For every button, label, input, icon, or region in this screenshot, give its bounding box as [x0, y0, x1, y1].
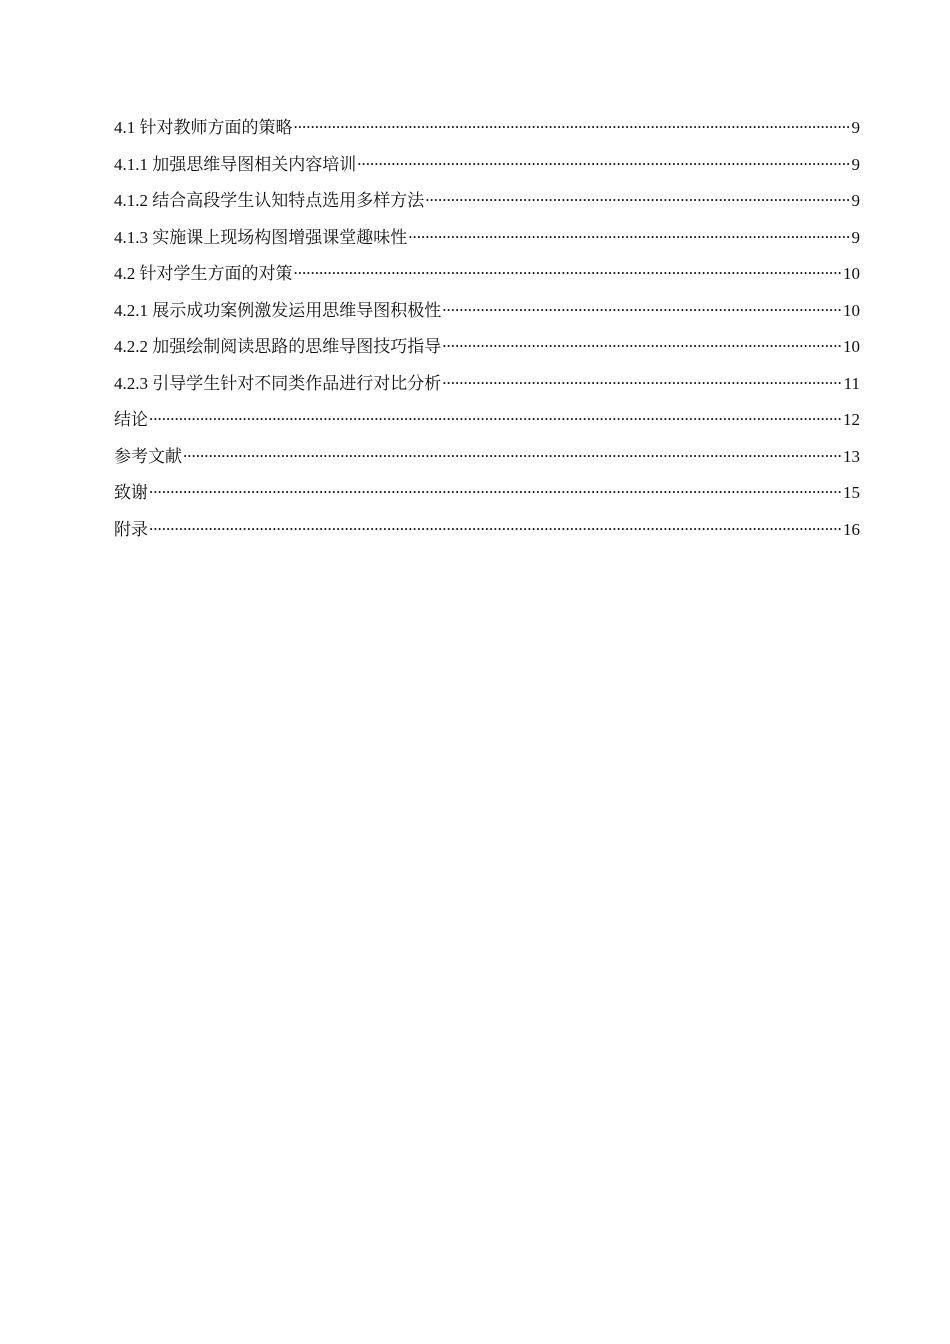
- toc-entry[interactable]: [114, 256, 860, 293]
- toc-dot-leader: [183, 442, 842, 462]
- toc-entry-title: 4.2.1 展示成功案例激发运用思维导图积极性: [114, 300, 442, 320]
- toc-dot-leader: [149, 515, 842, 535]
- toc-dot-leader: [149, 405, 842, 425]
- toc-entry[interactable]: [114, 512, 860, 549]
- toc-dot-leader: [357, 150, 850, 170]
- toc-page-number: 16: [843, 519, 860, 539]
- toc-page-number: 11: [843, 373, 860, 393]
- toc-entry-title: 4.1.1 加强思维导图相关内容培训: [114, 154, 357, 174]
- toc-entry-title: 致谢: [114, 483, 148, 502]
- toc-entry[interactable]: [114, 366, 860, 403]
- toc-page-number: 9: [851, 227, 860, 247]
- toc-dot-leader: [149, 478, 842, 498]
- toc-page-number: 9: [851, 191, 860, 210]
- toc-dot-leader: [442, 296, 842, 316]
- toc-page-number: 9: [851, 118, 860, 137]
- toc-entry-title: 4.2 针对学生方面的对策: [114, 264, 293, 283]
- toc-dot-leader: [442, 332, 842, 352]
- toc-entry[interactable]: [114, 220, 860, 257]
- toc-entry[interactable]: [114, 293, 860, 330]
- toc-page-number: 12: [843, 410, 860, 429]
- toc-entry[interactable]: [114, 402, 860, 439]
- table-of-contents: [114, 110, 860, 548]
- toc-page-number: 10: [843, 264, 860, 283]
- toc-entry-title: 参考文献: [114, 446, 182, 466]
- toc-entry[interactable]: [114, 439, 860, 476]
- toc-entry-title: 4.1.2 结合高段学生认知特点选用多样方法: [114, 191, 425, 210]
- toc-dot-leader: [425, 186, 850, 206]
- toc-entry-title: 4.2.2 加强绘制阅读思路的思维导图技巧指导: [114, 337, 442, 356]
- toc-dot-leader: [294, 113, 851, 133]
- toc-entry-title: 4.2.3 引导学生针对不同类作品进行对比分析: [114, 373, 442, 393]
- toc-dot-leader: [442, 369, 842, 389]
- toc-page-number: 9: [851, 154, 860, 174]
- toc-page-number: 10: [843, 337, 860, 356]
- toc-entry-title: 4.1 针对教师方面的策略: [114, 118, 293, 137]
- toc-entry[interactable]: [114, 475, 860, 512]
- toc-entry[interactable]: [114, 183, 860, 220]
- toc-entry[interactable]: [114, 329, 860, 366]
- toc-page-number: 15: [843, 483, 860, 502]
- toc-entry-title: 4.1.3 实施课上现场构图增强课堂趣味性: [114, 227, 408, 247]
- toc-entry-title: 附录: [114, 519, 148, 539]
- toc-page-number: 10: [843, 300, 860, 320]
- toc-page-number: 13: [843, 446, 860, 466]
- toc-entry[interactable]: [114, 147, 860, 184]
- toc-dot-leader: [294, 259, 843, 279]
- toc-entry[interactable]: [114, 110, 860, 147]
- toc-entry-title: 结论: [114, 410, 148, 429]
- toc-dot-leader: [408, 223, 850, 243]
